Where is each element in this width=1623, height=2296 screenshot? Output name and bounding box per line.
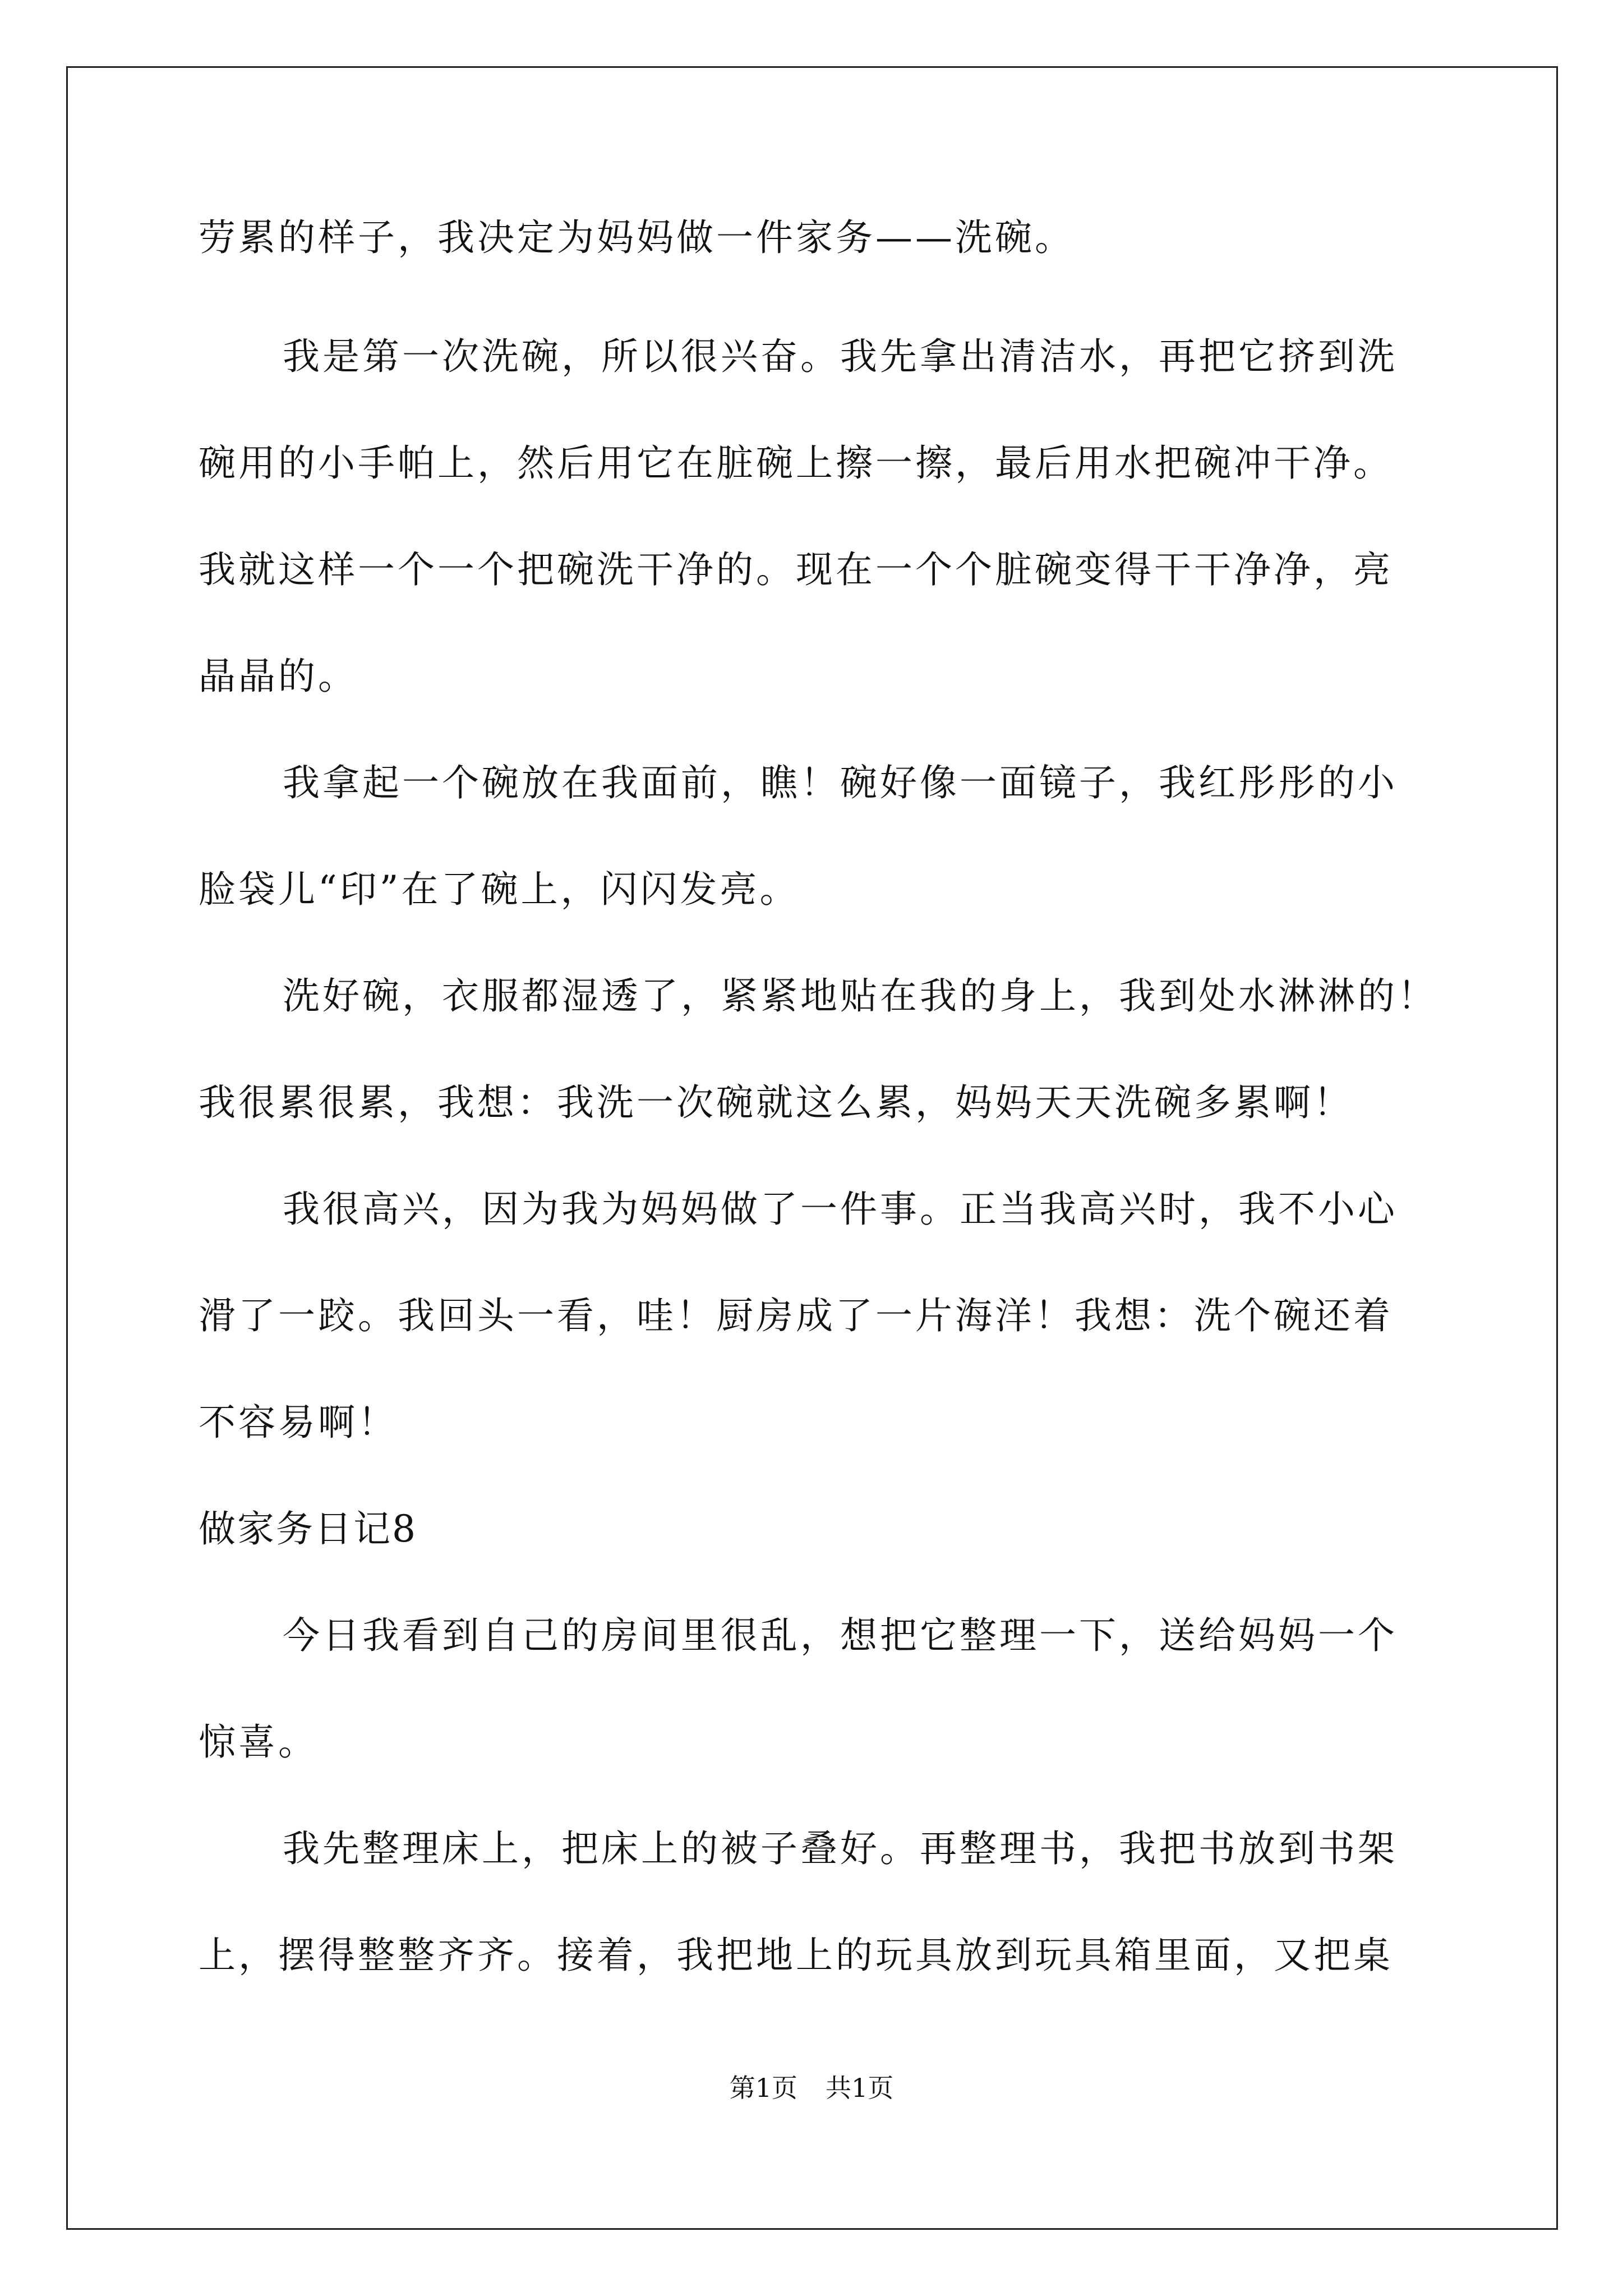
paragraph-first-line: 我很高兴，因为我为妈妈做了一件事。正当我高兴时，我不小心 [283, 1188, 1398, 1231]
body-line: 我就这样一个一个把碗洗干净的。现在一个个脏碗变得干干净净，亮 [199, 548, 1393, 591]
paragraph-first-line: 我先整理床上，把床上的被子叠好。再整理书，我把书放到书架 [283, 1827, 1398, 1870]
body-line: 不容易啊！ [199, 1401, 398, 1444]
paragraph-first-line: 今日我看到自己的房间里很乱，想把它整理一下，送给妈妈一个 [283, 1614, 1398, 1657]
page-frame [66, 66, 1558, 2230]
body-line: 晶晶的。 [199, 655, 358, 698]
page-number: 第1页 [729, 2073, 797, 2103]
page-total: 共1页 [826, 2073, 894, 2103]
body-line: 劳累的样子，我决定为妈妈做一件家务——洗碗。 [199, 216, 1075, 259]
body-line: 碗用的小手帕上，然后用它在脏碗上擦一擦，最后用水把碗冲干净。 [199, 441, 1393, 485]
body-line: 上，摆得整整齐齐。接着，我把地上的玩具放到玩具箱里面，又把桌 [199, 1934, 1393, 1977]
page-footer [0, 2071, 1623, 2105]
body-line: 惊喜。 [199, 1720, 318, 1764]
paragraph-first-line: 洗好碗，衣服都湿透了，紧紧地贴在我的身上，我到处水淋淋的！ [283, 974, 1437, 1018]
body-line: 滑了一跤。我回头一看，哇！厨房成了一片海洋！我想：洗个碗还着 [199, 1294, 1393, 1337]
paragraph-first-line: 我是第一次洗碗，所以很兴奋。我先拿出清洁水，再把它挤到洗 [283, 335, 1398, 378]
paragraph-first-line: 我拿起一个碗放在我面前，瞧！碗好像一面镜子，我红彤彤的小 [283, 761, 1398, 804]
section-heading: 做家务日记8 [199, 1507, 417, 1550]
body-line: 我很累很累，我想：我洗一次碗就这么累，妈妈天天洗碗多累啊！ [199, 1081, 1353, 1124]
body-line: 脸袋儿“印”在了碗上，闪闪发亮。 [199, 868, 800, 911]
